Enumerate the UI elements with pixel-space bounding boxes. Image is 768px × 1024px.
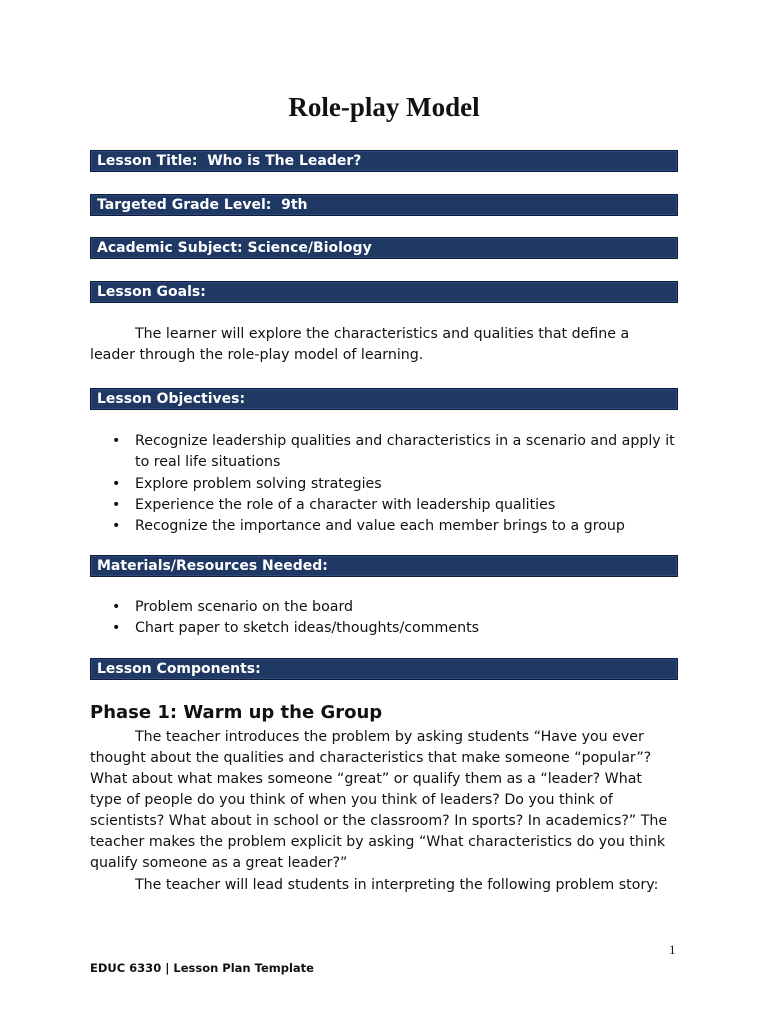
objectives-list [90,431,678,537]
objectives-header: Lesson Objectives: [90,388,678,410]
list-item: • Recognize the importance and value each member brings to a group [90,516,678,537]
materials-list [90,597,678,640]
page-title: Role-play Model [288,92,480,122]
list-item: • Explore problem solving strategies [90,474,678,495]
footer-text: EDUC 6330 | Lesson Plan Template [90,961,314,975]
goals-text: The learner will explore the characteristics and qualities that define a leader through the role-play model of learning. [90,326,630,363]
phase-1-paragraph: The teacher introduces the problem by asking students “Have you ever thought about the qualities and characteristics that make someone “popular”? What about what makes someone “great” or qualify them as a “leader? What type of people do you think of when you think of leaders? Do you think of scientists? What about in school or the classroom? In sports? In academics?” The teacher makes the problem explicit by asking “What characteristics do you think qualify someone as a great leader?” [90,729,668,871]
goals-header: Lesson Goals: [90,281,678,303]
list-item: • Recognize leadership qualities and characteristics in a scenario and apply it to real life situations [90,431,678,474]
components-header: Lesson Components: [90,658,678,680]
list-item: • Experience the role of a character with leadership qualities [90,495,678,516]
page-number: 1 [669,942,676,957]
materials-header: Materials/Resources Needed: [90,555,678,577]
list-item: • Chart paper to sketch ideas/thoughts/comments [90,618,678,639]
phase-1-heading: Phase 1: Warm up the Group [90,702,383,723]
subject-header: Academic Subject: Science/Biology [90,237,678,259]
grade-level-header: Targeted Grade Level: 9th [90,194,678,216]
lesson-title-header: Lesson Title: Who is The Leader? [90,150,678,172]
phase-1-paragraph-2: The teacher will lead students in interpreting the following problem story: [135,877,659,893]
list-item: • Problem scenario on the board [90,597,678,618]
